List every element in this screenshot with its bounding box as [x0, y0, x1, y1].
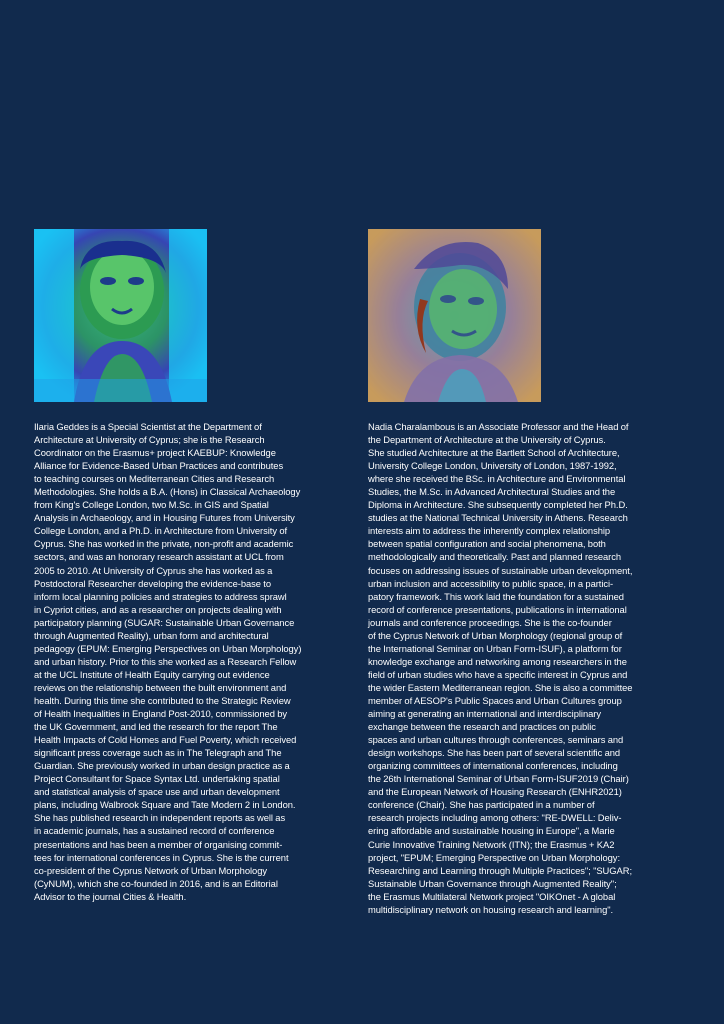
profile-nadia-charalambous	[368, 229, 694, 916]
person-portrait-icon	[368, 229, 541, 402]
bio-text: Ilaria Geddes is a Special Scientist at the Department of Architecture at University of Cyprus; she is the Research Coordinator on the Erasmus+ project KAEBUP: Knowledge Alliance for Evidence-Based Urban Practices and contributes to teaching courses on Mediterranean Cities and Research Methodologies. She holds a B.A. (Hons) in Classical Archaeology from King's College London, two M.Sc. in GIS and Spatial Analysis in Archaeology, and in Housing Futures from University College London, and a Ph.D. in Architecture from University of Cyprus. She has worked in the private, non-profit and academic sectors, and was an honorary research assistant at UCL from 2005 to 2010. At University of Cyprus she has worked as a Postdoctoral Researcher developing the evidence-base to inform local planning policies and strategies to address sprawl in Cypriot cities, and as a researcher on projects dealing with participatory planning (SUGAR: Sustainable Urban Governance through Augmented Reality), urban form and architectural pedagogy (EPUM: Emerging Perspectives on Urban Morphology) and urban history. Prior to this she worked as a Research Fellow at the UCL Institute of Health Equity carrying out evidence reviews on the relationship between the built environment and health. During this time she contributed to the Strategic Review of Health Inequalities in England Post-2010, commissioned by the UK Government, and led the research for the report The Health Impacts of Cold Homes and Fuel Poverty, which received significant press coverage such as in The Telegraph and The Guardian. She previously worked in urban design practice as a Project Consultant for Space Syntax Ltd. undertaking spatial and statistical analysis of space use and urban development plans, including Walbrook Square and Tate Modern 2 in London. She has published research in independent reports as well as in academic journals, has a sustained record of conference presentations and has been a member of organising commit- tees for international conferences in Cyprus. She is the current co-president of the Cyprus Network of Urban Morphology (CyNUM), which she co-founded in 2016, and is an Editorial Advisor to the journal Cities & Health.	[34, 421, 302, 902]
bio-text: Nadia Charalambous is an Associate Professor and the Head of the Department of Architecture at the University of Cyprus. She studied Architecture at the Bartlett School of Architecture, University College London, University of London, 1987-1992, where she received the BSc. in Architecture and Environmental Studies, the M.Sc. in Advanced Architectural Studies and the Diploma in Architecture. She subsequently completed her Ph.D. studies at the National Technical University in Athens. Research interests aim to address the inherently complex relationship between spatial configuration and social phenomena, both methodologically and theoretically. Past and planned research focuses on addressing issues of sustainable urban development, urban inclusion and accessibility to public space, in a partici- patory framework. This work laid the foundation for a sustained record of conference presentations, publications in international journals and conference proceedings. She is the co-founder of the Cyprus Network of Urban Morphology (regional group of the International Seminar on Urban Form-ISUF), a platform for knowledge exchange and networking among researchers in the field of urban studies who have a specific interest in Cyprus and the wider Eastern Mediterranean region. She is also a committee member of AESOP's Public Spaces and Urban Cultures group aiming at generating an international and interdisciplinary exchange between the research and practices on public spaces and urban cultures through conferences, seminars and design workshops. She has been part of several scientific and organizing committees of international conferences, including the 26th International Seminar of Urban Form-ISUF2019 (Chair) and the European Network of Housing Research (ENHR2021) conference (Chair). She has participated in a number of research projects including among others: "RE-DWELL: Deliv- ering affordable and sustainable housing in Europe", a Marie Curie Innovative Training Network (ITN); the Erasmus + KA2 project, "EPUM; Emerging Perspective on Urban Morphology: Researching and Learning through Multiple Practices"; "SUGAR; Sustainable Urban Governance through Augmented Reality"; the Erasmus Multilateral Network project "OIKOnet - A global multidisciplinary network on housing research and learning".	[368, 421, 633, 915]
person-portrait-icon	[34, 229, 207, 402]
profile-ilaria-geddes	[34, 229, 354, 903]
